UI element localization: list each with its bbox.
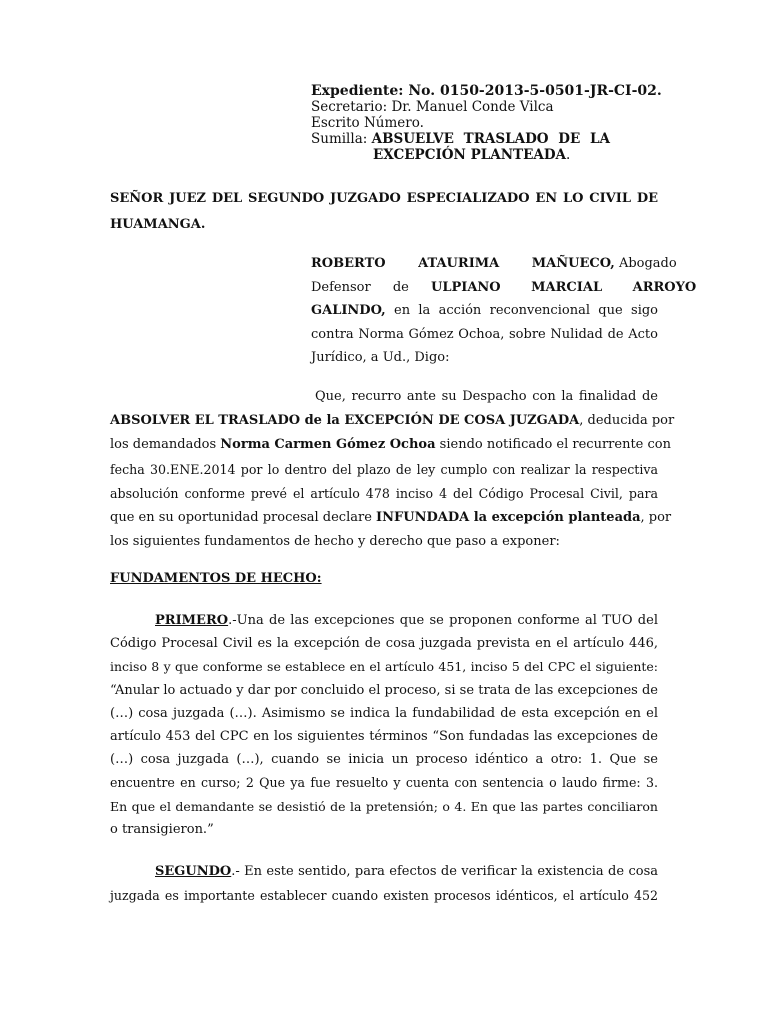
intro-paragraph: [311, 252, 697, 370]
primero-line-7: (…) cosa juzgada (…), cuando se inicia un proceso idéntico a otro: 1. Que se: [110, 752, 658, 768]
petition-line-6: [110, 506, 672, 530]
salutation-line-2: HUAMANGA.: [110, 217, 206, 232]
case-header: [311, 83, 711, 163]
section-heading: FUNDAMENTOS DE HECHO:: [110, 571, 322, 586]
intro-line-2-a: Defensor de: [311, 279, 409, 295]
petition-line-1: Que, recurro ante su Despacho con la finalidad de: [315, 389, 658, 404]
paragraph-primero: [110, 609, 658, 841]
sumilla-label: Sumilla:: [311, 131, 368, 147]
expediente-label: Expediente: No.: [311, 83, 436, 99]
client-name-end: GALINDO,: [311, 303, 386, 318]
segundo-line-1-rest: .- En este sentido, para efectos de verificar la existencia de cosa: [231, 864, 658, 879]
petition-line-3-a: los demandados: [110, 437, 217, 453]
petition-line-6-a: que en su oportunidad procesal declare: [110, 510, 372, 526]
petition-line-5: absolución conforme prevé el artículo 478 inciso 4 del Código Procesal Civil, para: [110, 485, 658, 501]
primero-line-9: En que el demandante se desistió de la pretensión; o 4. En que las partes conciliaron: [110, 798, 658, 814]
petition-line-6-b: , por: [640, 510, 672, 526]
primero-line-1-rest: .-Una de las excepciones que se proponen conforme al TUO del: [228, 613, 658, 628]
sumilla-line: [311, 131, 711, 147]
primero-line-5: (…) cosa juzgada (…). Asimismo se indica la fundabilidad de esta excepción en el: [110, 705, 658, 721]
petition-line-7: los siguientes fundamentos de hecho y derecho que paso a exponer:: [110, 534, 560, 550]
salutation-line-1: SEÑOR JUEZ DEL SEGUNDO JUZGADO ESPECIALIZADO EN LO CIVIL DE: [110, 191, 658, 206]
segundo-line-2: juzgada es importante establecer cuando existen procesos idénticos, el artículo 452: [110, 888, 658, 903]
petition-bold-1: ABSOLVER EL TRASLADO de la EXCEPCIÓN DE COSA JUZGADA: [110, 413, 580, 429]
expediente-number: 0150-2013-5-0501-JR-CI-02.: [439, 83, 662, 99]
petition-paragraph: [110, 385, 675, 554]
petition-bold-3: INFUNDADA la excepción planteada: [376, 510, 641, 526]
primero-line-2: Código Procesal Civil es la excepción de cosa juzgada prevista en el artículo 446,: [110, 636, 658, 652]
sumilla-period: .: [566, 147, 571, 163]
sumilla-title-2: EXCEPCIÓN PLANTEADA: [373, 147, 567, 163]
expediente-line: [311, 83, 711, 99]
petition-bold-2: Norma Carmen Gómez Ochoa: [220, 437, 436, 453]
petition-line-4: fecha 30.ENE.2014 por lo dentro del plazo de ley cumplo con realizar la respectiva: [110, 461, 658, 477]
intro-line-1-rest: Abogado: [618, 256, 677, 271]
intro-line-4: contra Norma Gómez Ochoa, sobre Nulidad de Acto: [311, 326, 658, 342]
petition-line-2: [110, 409, 675, 433]
intro-line-1: [311, 252, 677, 276]
primero-label: PRIMERO: [155, 613, 229, 628]
petition-line-3: [110, 433, 671, 457]
intro-line-5: Jurídico, a Ud., Digo:: [311, 350, 450, 365]
sumilla-title-1: ABSUELVE TRASLADO DE LA: [371, 131, 610, 147]
primero-line-4: “Anular lo actuado y dar por concluido el proceso, si se trata de las excepciones de: [110, 682, 658, 698]
intro-line-3: [311, 299, 658, 323]
primero-line-6: artículo 453 del CPC en los siguientes términos “Son fundadas las excepciones de: [110, 729, 658, 745]
paragraph-segundo: [110, 860, 658, 908]
intro-line-2: [311, 276, 697, 300]
primero-line-8: encuentre en curso; 2 Que ya fue resuelto y cuenta con sentencia o laudo firme: 3.: [110, 775, 658, 791]
lawyer-name: ROBERTO ATAURIMA MAÑUECO,: [311, 256, 615, 271]
client-name: ULPIANO MARCIAL ARROYO: [431, 279, 697, 295]
primero-line-1: [110, 609, 658, 632]
petition-line-3-b: siendo notificado el recurrente con: [439, 437, 671, 453]
segundo-label: SEGUNDO: [155, 864, 232, 879]
segundo-line-1: [110, 860, 658, 884]
sumilla-line-2: [311, 147, 711, 163]
primero-line-10: o transigieron.”: [110, 821, 214, 837]
petition-line-2-rest: , deducida por: [579, 413, 675, 429]
primero-line-3: inciso 8 y que conforme se establece en el artículo 451, inciso 5 del CPC el siguiente:: [110, 659, 658, 675]
secretario-line: Secretario: Dr. Manuel Conde Vilca: [311, 99, 554, 115]
escrito-line: Escrito Número.: [311, 115, 424, 131]
intro-line-3-rest: en la acción reconvencional que sigo: [394, 303, 659, 318]
salutation: [110, 186, 658, 238]
